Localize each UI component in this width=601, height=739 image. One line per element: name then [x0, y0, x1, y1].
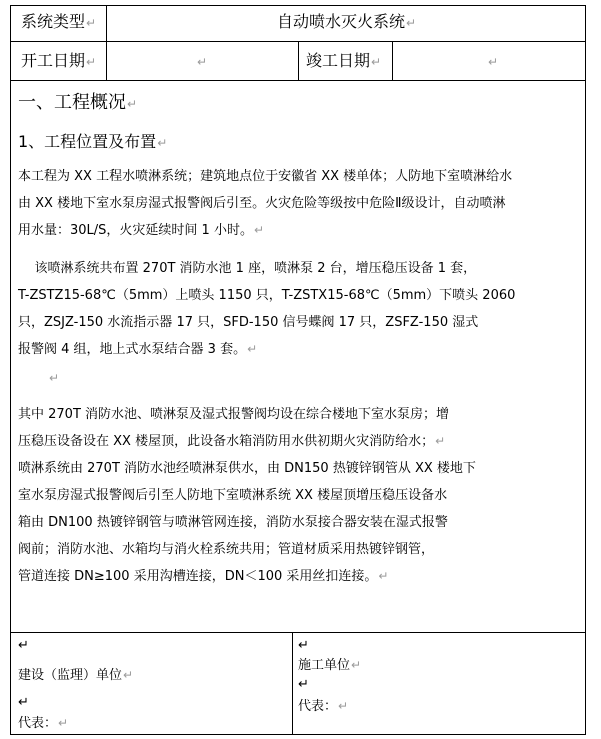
paragraph-line: 只，ZSJZ-150 水流指示器 17 只，SFD-150 信号蝶阀 17 只，ZSFZ-150 湿式: [18, 315, 479, 330]
section-title: [18, 91, 137, 116]
return-mark-icon: ↵: [298, 677, 309, 692]
paragraph-line: 箱由 DN100 热镀锌钢管与喷淋管网连接，消防水泵接合器安装在湿式报警: [18, 515, 448, 530]
paragraph-line: 该喷淋系统共布置 270T 消防水池 1 座，喷淋泵 2 台，增压稳压设备 1 套，: [18, 261, 477, 276]
contractor-rep-label: 代表：↵: [298, 699, 349, 714]
return-mark-icon: ↵: [127, 97, 138, 111]
construction-unit-label: 建设（监理）单位↵: [18, 668, 134, 683]
return-mark-icon: ↵: [371, 55, 382, 69]
paragraph-line: T-ZSTZ15-68℃（5mm）上喷头 1150 只，T-ZSTX15-68℃（5mm）下喷头 2060: [18, 288, 516, 303]
paragraph-line: 由 XX 楼地下室水泵房湿式报警阀后引至。火灾危险等级按中危险Ⅱ级设计，自动喷淋: [18, 196, 506, 211]
return-mark-icon: ↵: [197, 55, 208, 69]
paragraph-line: 室水泵房湿式报警阀后引至人防地下室喷淋系统 XX 楼屋顶增压稳压设备水: [18, 488, 448, 503]
return-mark-icon: ↵: [338, 699, 349, 713]
finish-date-label-cell: [306, 51, 381, 72]
return-mark-icon: ↵: [247, 342, 258, 356]
construction-rep-label: 代表：↵: [18, 716, 69, 731]
start-date-label: 开工日期: [21, 51, 86, 70]
system-type-value: 自动喷水灭火系统: [277, 12, 406, 31]
subsection-title: [18, 131, 167, 154]
return-mark-icon: ↵: [435, 434, 446, 448]
overview-paragraph-location: [18, 163, 580, 244]
overview-paragraph-equipment: [18, 255, 580, 363]
return-mark-icon: ↵: [123, 668, 134, 682]
return-mark-icon: ↵: [86, 16, 97, 30]
subsection-title-text: 1、工程位置及布置: [18, 132, 157, 151]
col-divider-signatures: [292, 632, 293, 735]
finish-date-value-cell[interactable]: [487, 51, 498, 72]
section-title-text: 一、工程概况: [18, 92, 126, 113]
paragraph-line: 管道连接 DN≥100 采用沟槽连接，DN＜100 采用丝扣连接。↵: [18, 569, 389, 584]
col-divider-mid: [298, 41, 299, 81]
paragraph-line: 报警阀 4 组，地上式水泵结合器 3 套。↵: [18, 342, 258, 357]
return-mark-icon: ↵: [157, 136, 168, 150]
start-date-value-cell[interactable]: [196, 51, 207, 72]
empty-paragraph: [48, 371, 88, 386]
return-mark-icon: ↵: [58, 716, 69, 730]
return-mark-icon: ↵: [18, 695, 29, 710]
col-divider-label: [106, 5, 107, 81]
paragraph-line: 阀前；消防水池、水箱均与消火栓系统共用；管道材质采用热镀锌钢管，: [18, 542, 435, 557]
paragraph-line: 其中 270T 消防水池、喷淋泵及湿式报警阀均设在综合楼地下室水泵房；增: [18, 407, 450, 422]
finish-date-label: 竣工日期: [306, 51, 371, 70]
row-divider-signatures: [10, 632, 586, 633]
col-divider-finish: [392, 41, 393, 81]
return-mark-icon: ↵: [378, 569, 389, 583]
return-mark-icon: ↵: [298, 638, 309, 653]
return-mark-icon: ↵: [351, 658, 362, 672]
return-mark-icon: ↵: [406, 16, 417, 30]
system-type-value-cell: [277, 12, 416, 33]
return-mark-icon: ↵: [253, 223, 265, 237]
overview-paragraph-layout: [18, 401, 580, 590]
system-type-label: 系统类型: [21, 12, 86, 31]
return-mark-icon: ↵: [86, 55, 97, 69]
paragraph-line: 压稳压设备设在 XX 楼屋顶，此设备水箱消防用水供初期火灾消防给水；↵: [18, 434, 446, 449]
return-mark-icon: ↵: [18, 638, 29, 653]
return-mark-icon: ↵: [49, 371, 60, 385]
contractor-unit-label: 施工单位↵: [298, 658, 362, 673]
paragraph-line: 喷淋系统由 270T 消防水池经喷淋泵供水，由 DN150 热镀锌钢管从 XX 楼地下: [18, 461, 476, 476]
return-mark-icon: ↵: [488, 55, 499, 69]
paragraph-line: 本工程为 XX 工程水喷淋系统；建筑地点位于安徽省 XX 楼单体；人防地下室喷淋给水: [18, 169, 513, 184]
system-type-label-cell: [21, 12, 96, 33]
start-date-label-cell: [21, 51, 96, 72]
paragraph-line: 用水量：30L/S，火灾延续时间 1 小时。↵: [18, 223, 265, 238]
